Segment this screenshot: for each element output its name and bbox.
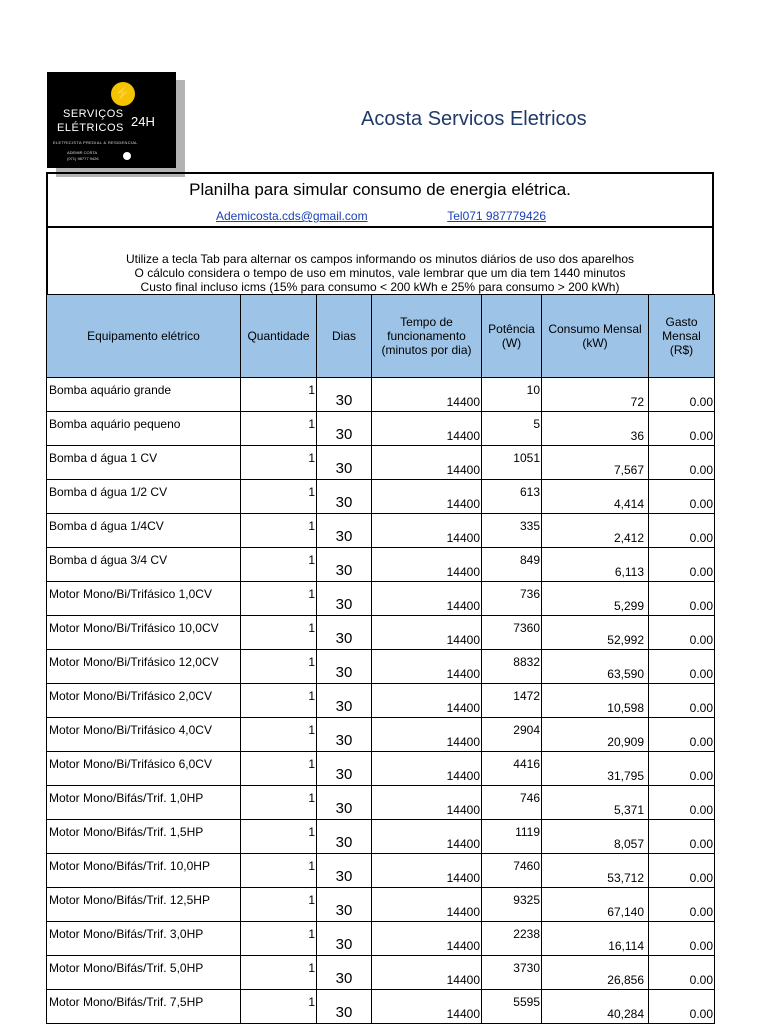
title-block: [48, 174, 712, 228]
time-input[interactable]: 14400: [372, 548, 482, 582]
power-input[interactable]: 849: [482, 548, 542, 582]
table-row: [47, 514, 715, 548]
days-input[interactable]: 30: [317, 786, 372, 820]
cost-cell: 0.00: [649, 378, 715, 412]
consumption-cell: 63,590: [542, 650, 649, 684]
power-input[interactable]: 7460: [482, 854, 542, 888]
logo-name: ADEMIR COSTA: [67, 150, 98, 155]
table-row: [47, 378, 715, 412]
consumption-cell: 26,856: [542, 956, 649, 990]
time-input[interactable]: 14400: [372, 480, 482, 514]
quantity-input[interactable]: 1: [241, 956, 317, 990]
cost-cell: 0.00: [649, 990, 715, 1024]
equipment-cell: Motor Mono/Bifás/Trif. 1,5HP: [47, 820, 241, 854]
days-input[interactable]: 30: [317, 888, 372, 922]
time-input[interactable]: 14400: [372, 412, 482, 446]
days-input[interactable]: 30: [317, 922, 372, 956]
time-input[interactable]: 14400: [372, 820, 482, 854]
logo-line-1: SERVIÇOS: [63, 108, 124, 120]
power-input[interactable]: 1119: [482, 820, 542, 854]
equipment-cell: Bomba aquário grande: [47, 378, 241, 412]
table-row: [47, 922, 715, 956]
power-input[interactable]: 9325: [482, 888, 542, 922]
time-input[interactable]: 14400: [372, 718, 482, 752]
quantity-input[interactable]: 1: [241, 480, 317, 514]
power-input[interactable]: 736: [482, 582, 542, 616]
whatsapp-icon: [123, 152, 131, 160]
days-input[interactable]: 30: [317, 718, 372, 752]
quantity-input[interactable]: 1: [241, 922, 317, 956]
time-input[interactable]: 14400: [372, 854, 482, 888]
power-input[interactable]: 5595: [482, 990, 542, 1024]
consumption-cell: 52,992: [542, 616, 649, 650]
consumption-cell: 10,598: [542, 684, 649, 718]
consumption-cell: 8,057: [542, 820, 649, 854]
consumption-cell: 31,795: [542, 752, 649, 786]
quantity-input[interactable]: 1: [241, 412, 317, 446]
cost-cell: 0.00: [649, 820, 715, 854]
time-input[interactable]: 14400: [372, 956, 482, 990]
table-row: [47, 752, 715, 786]
header-row: [47, 295, 715, 378]
logo-line-2: ELÉTRICOS: [57, 122, 124, 134]
power-input[interactable]: 4416: [482, 752, 542, 786]
cost-cell: 0.00: [649, 684, 715, 718]
table-row: [47, 412, 715, 446]
cost-cell: 0.00: [649, 956, 715, 990]
equipment-cell: Bomba d água 1/4CV: [47, 514, 241, 548]
consumption-cell: 5,371: [542, 786, 649, 820]
col-header-days: Dias: [317, 295, 372, 378]
cost-cell: 0.00: [649, 650, 715, 684]
col-header-quantity: Quantidade: [241, 295, 317, 378]
power-input[interactable]: 1472: [482, 684, 542, 718]
days-input[interactable]: 30: [317, 548, 372, 582]
cost-cell: 0.00: [649, 582, 715, 616]
time-input[interactable]: 14400: [372, 514, 482, 548]
equipment-cell: Motor Mono/Bifás/Trif. 7,5HP: [47, 990, 241, 1024]
col-header-power: Potência (W): [482, 295, 542, 378]
cost-cell: 0.00: [649, 412, 715, 446]
time-input[interactable]: 14400: [372, 446, 482, 480]
quantity-input[interactable]: 1: [241, 718, 317, 752]
table-row: [47, 956, 715, 990]
cost-cell: 0.00: [649, 752, 715, 786]
table-row: [47, 888, 715, 922]
quantity-input[interactable]: 1: [241, 446, 317, 480]
table-row: [47, 820, 715, 854]
power-input[interactable]: 746: [482, 786, 542, 820]
quantity-input[interactable]: 1: [241, 786, 317, 820]
equipment-cell: Motor Mono/Bi/Trifásico 4,0CV: [47, 718, 241, 752]
table-row: [47, 548, 715, 582]
days-input[interactable]: 30: [317, 480, 372, 514]
quantity-input[interactable]: 1: [241, 888, 317, 922]
col-header-equipment: Equipamento elétrico: [47, 295, 241, 378]
consumption-cell: 5,299: [542, 582, 649, 616]
quantity-input[interactable]: 1: [241, 378, 317, 412]
time-input[interactable]: 14400: [372, 922, 482, 956]
phone-link[interactable]: Tel071 987779426: [447, 209, 546, 223]
quantity-input[interactable]: 1: [241, 548, 317, 582]
table-row: [47, 446, 715, 480]
table-row: [47, 582, 715, 616]
col-header-consumption: Consumo Mensal (kW): [542, 295, 649, 378]
sheet-header: [46, 172, 714, 298]
instruction-line: O cálculo considera o tempo de uso em minutos, vale lembrar que um dia tem 1440 minutos: [134, 266, 626, 280]
consumption-cell: 6,113: [542, 548, 649, 582]
sheet-title: Planilha para simular consumo de energia elétrica.: [189, 180, 571, 199]
days-input[interactable]: 30: [317, 650, 372, 684]
equipment-cell: Motor Mono/Bifás/Trif. 5,0HP: [47, 956, 241, 990]
quantity-input[interactable]: 1: [241, 650, 317, 684]
cost-cell: 0.00: [649, 616, 715, 650]
quantity-input[interactable]: 1: [241, 684, 317, 718]
quantity-input[interactable]: 1: [241, 990, 317, 1024]
quantity-input[interactable]: 1: [241, 752, 317, 786]
power-input[interactable]: 7360: [482, 616, 542, 650]
time-input[interactable]: 14400: [372, 378, 482, 412]
table-row: [47, 684, 715, 718]
consumption-cell: 36: [542, 412, 649, 446]
time-input[interactable]: 14400: [372, 990, 482, 1024]
consumption-cell: 7,567: [542, 446, 649, 480]
table-row: [47, 650, 715, 684]
table-row: [47, 854, 715, 888]
consumption-cell: 72: [542, 378, 649, 412]
quantity-input[interactable]: 1: [241, 854, 317, 888]
time-input[interactable]: 14400: [372, 752, 482, 786]
days-input[interactable]: 30: [317, 854, 372, 888]
consumption-cell: 4,414: [542, 480, 649, 514]
cost-cell: 0.00: [649, 446, 715, 480]
days-input[interactable]: 30: [317, 446, 372, 480]
instruction-line: Custo final incluso icms (15% para consumo < 200 kWh e 25% para consumo > 200 kWh): [140, 280, 620, 294]
table-row: [47, 480, 715, 514]
consumption-cell: 2,412: [542, 514, 649, 548]
equipment-cell: Motor Mono/Bifás/Trif. 3,0HP: [47, 922, 241, 956]
equipment-cell: Bomba aquário pequeno: [47, 412, 241, 446]
power-input[interactable]: 2904: [482, 718, 542, 752]
days-input[interactable]: 30: [317, 820, 372, 854]
instructions-block: [48, 228, 712, 296]
col-header-time: Tempo de funcionamento (minutos por dia): [372, 295, 482, 378]
days-input[interactable]: 30: [317, 514, 372, 548]
days-input[interactable]: 30: [317, 582, 372, 616]
cost-cell: 0.00: [649, 548, 715, 582]
consumption-cell: 20,909: [542, 718, 649, 752]
power-input[interactable]: 3730: [482, 956, 542, 990]
days-input[interactable]: 30: [317, 752, 372, 786]
time-input[interactable]: 14400: [372, 650, 482, 684]
days-input[interactable]: 30: [317, 616, 372, 650]
consumption-cell: 67,140: [542, 888, 649, 922]
cost-cell: 0.00: [649, 922, 715, 956]
cost-cell: 0.00: [649, 514, 715, 548]
lightning-bolt-icon: ⚡: [111, 82, 135, 106]
logo-tagline: ELETRICISTA PREDIAL & RESIDENCIAL: [53, 140, 138, 145]
consumption-cell: 53,712: [542, 854, 649, 888]
equipment-cell: Motor Mono/Bifás/Trif. 12,5HP: [47, 888, 241, 922]
cost-cell: 0.00: [649, 854, 715, 888]
table-row: [47, 990, 715, 1024]
logo-hours: 24H: [131, 114, 155, 129]
equipment-cell: Motor Mono/Bifás/Trif. 10,0HP: [47, 854, 241, 888]
consumption-table: [46, 294, 715, 1024]
consumption-cell: 16,114: [542, 922, 649, 956]
quantity-input[interactable]: 1: [241, 820, 317, 854]
power-input[interactable]: 2238: [482, 922, 542, 956]
power-input[interactable]: 1051: [482, 446, 542, 480]
logo-phone: (071) 98777 9426: [67, 156, 99, 161]
cost-cell: 0.00: [649, 786, 715, 820]
cost-cell: 0.00: [649, 718, 715, 752]
equipment-cell: Motor Mono/Bi/Trifásico 6,0CV: [47, 752, 241, 786]
quantity-input[interactable]: 1: [241, 514, 317, 548]
quantity-input[interactable]: 1: [241, 582, 317, 616]
equipment-cell: Bomba d água 3/4 CV: [47, 548, 241, 582]
company-logo: [47, 72, 176, 168]
equipment-cell: Bomba d água 1 CV: [47, 446, 241, 480]
time-input[interactable]: 14400: [372, 616, 482, 650]
time-input[interactable]: 14400: [372, 684, 482, 718]
consumption-cell: 40,284: [542, 990, 649, 1024]
equipment-cell: Motor Mono/Bi/Trifásico 10,0CV: [47, 616, 241, 650]
power-input[interactable]: 10: [482, 378, 542, 412]
table-row: [47, 786, 715, 820]
time-input[interactable]: 14400: [372, 582, 482, 616]
days-input[interactable]: 30: [317, 956, 372, 990]
equipment-cell: Motor Mono/Bi/Trifásico 12,0CV: [47, 650, 241, 684]
days-input[interactable]: 30: [317, 378, 372, 412]
days-input[interactable]: 30: [317, 684, 372, 718]
instruction-line: Utilize a tecla Tab para alternar os campos informando os minutos diários de uso dos aparelhos: [125, 252, 635, 266]
equipment-cell: Motor Mono/Bi/Trifásico 2,0CV: [47, 684, 241, 718]
power-input[interactable]: 613: [482, 480, 542, 514]
days-input[interactable]: 30: [317, 990, 372, 1024]
power-input[interactable]: 8832: [482, 650, 542, 684]
power-input[interactable]: 335: [482, 514, 542, 548]
equipment-cell: Motor Mono/Bi/Trifásico 1,0CV: [47, 582, 241, 616]
company-name: Acosta Servicos Eletricos: [361, 108, 587, 130]
days-input[interactable]: 30: [317, 412, 372, 446]
cost-cell: 0.00: [649, 480, 715, 514]
power-input[interactable]: 5: [482, 412, 542, 446]
time-input[interactable]: 14400: [372, 786, 482, 820]
cost-cell: 0.00: [649, 888, 715, 922]
time-input[interactable]: 14400: [372, 888, 482, 922]
table-row: [47, 616, 715, 650]
email-link[interactable]: Ademicosta.cds@gmail.com: [216, 209, 368, 223]
equipment-cell: Bomba d água 1/2 CV: [47, 480, 241, 514]
table-row: [47, 718, 715, 752]
col-header-cost: Gasto Mensal (R$): [649, 295, 715, 378]
equipment-cell: Motor Mono/Bifás/Trif. 1,0HP: [47, 786, 241, 820]
quantity-input[interactable]: 1: [241, 616, 317, 650]
